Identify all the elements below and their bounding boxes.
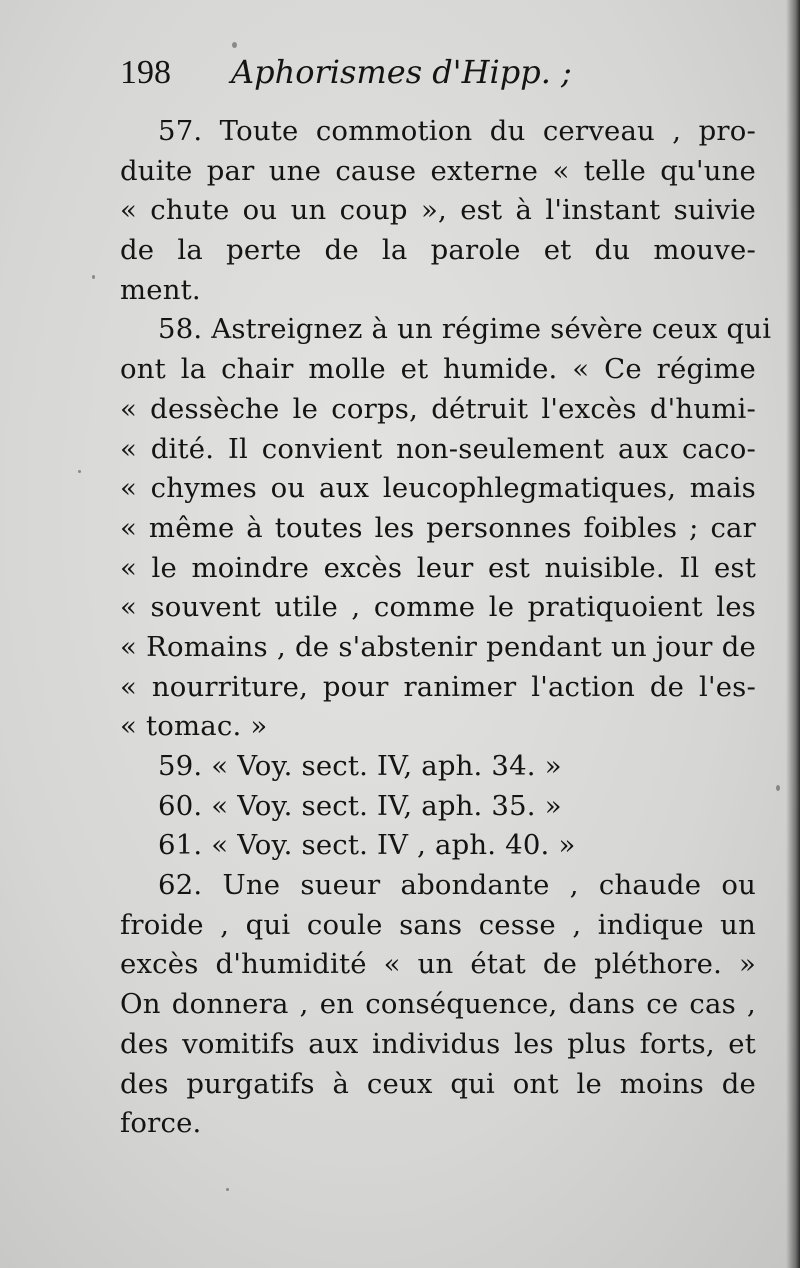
text-line: 60. « Voy. sect. IV, aph. 35. » <box>158 789 562 822</box>
text-line: excès d'humidité « un état de pléthore. » <box>120 948 756 981</box>
text-line: de la perte de la parole et du mouve- <box>120 234 756 267</box>
ink-speck <box>226 1188 229 1191</box>
text-line: « chymes ou aux leucophlegmatiques, mais <box>120 472 756 505</box>
ink-speck <box>78 470 81 473</box>
text-line: « Romains , de s'abstenir pendant un jour de <box>120 630 756 663</box>
text-line: des purgatifs à ceux qui ont le moins de <box>120 1067 756 1100</box>
text-line: « nourriture, pour ranimer l'action de l'es- <box>120 670 756 703</box>
page-edge-shadow <box>786 0 800 1268</box>
running-title: Aphorismes d'Hipp. ; <box>231 53 572 91</box>
ink-speck <box>776 785 780 791</box>
body-text <box>120 112 772 1144</box>
text-line: ment. <box>120 273 201 306</box>
text-line: « chute ou un coup », est à l'instant suivie <box>120 194 756 227</box>
text-line: 59. « Voy. sect. IV, aph. 34. » <box>158 750 562 782</box>
text-line: 57. Toute commotion du cerveau , pro- <box>158 115 756 147</box>
text-line: des vomitifs aux individus les plus forts, et <box>120 1027 756 1060</box>
running-header <box>120 48 572 96</box>
text-line: 61. « Voy. sect. IV , aph. 40. » <box>158 829 576 862</box>
text-line: « le moindre excès leur est nuisible. Il est <box>120 551 756 584</box>
text-line: 62. Une sueur abondante , chaude ou <box>158 869 756 902</box>
text-line: ont la chair molle et humide. « Ce régime <box>120 353 756 386</box>
text-line: « dité. Il convient non-seulement aux caco- <box>120 432 756 465</box>
text-line: duite par une cause externe « telle qu'une <box>120 154 756 187</box>
ink-speck <box>92 275 95 279</box>
text-line: « souvent utile , comme le pratiquoient les <box>120 591 756 624</box>
text-line: On donnera , en conséquence, dans ce cas , <box>120 988 756 1021</box>
text-line: froide , qui coule sans cesse , indique un <box>120 908 756 941</box>
text-line: « tomac. » <box>120 710 268 743</box>
text-line: force. <box>120 1107 202 1140</box>
page-number: 198 <box>120 54 171 91</box>
text-line: « dessèche le corps, détruit l'excès d'humi- <box>120 392 756 425</box>
text-line: « même à toutes les personnes foibles ; car <box>120 511 756 544</box>
text-line: 58. Astreignez à un régime sévère ceux qui <box>158 313 772 346</box>
